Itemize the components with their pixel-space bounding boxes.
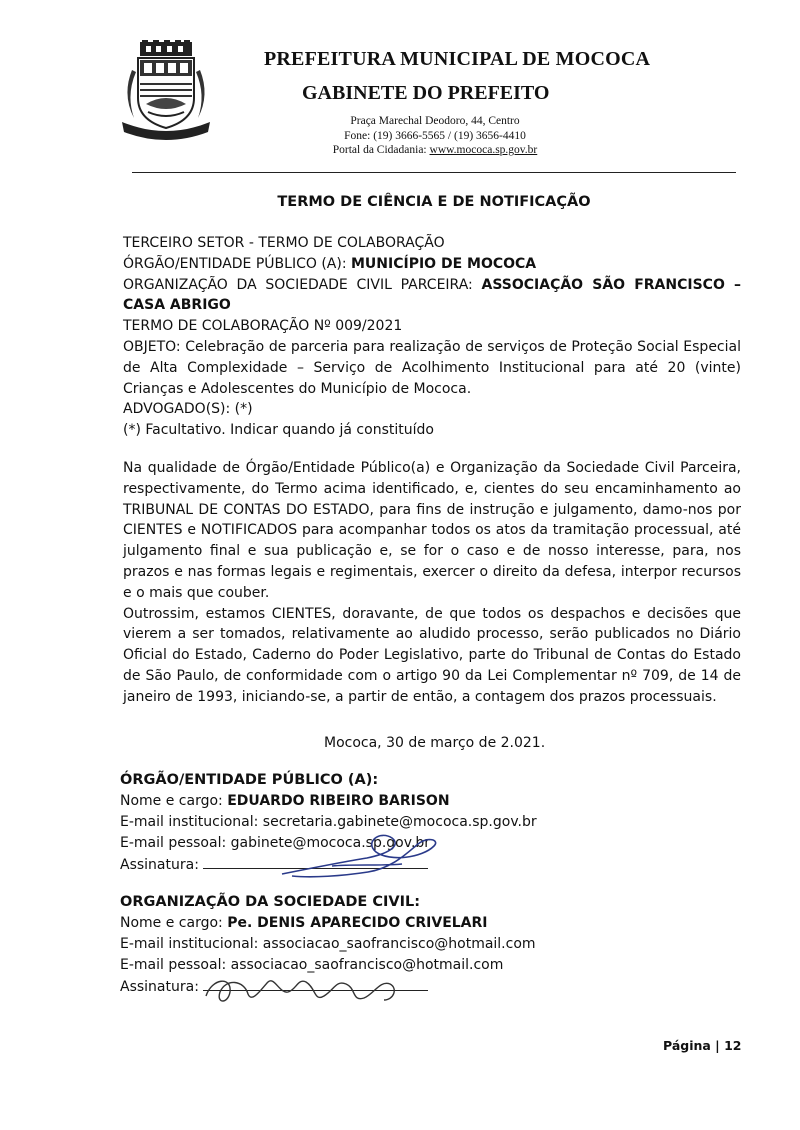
osc-label: ORGANIZAÇÃO DA SOCIEDADE CIVIL PARCEIRA:: [123, 276, 482, 293]
facultativo-note: (*) Facultativo. Indicar quando já constituído: [123, 422, 434, 439]
orgao-value: MUNICÍPIO DE MOCOCA: [351, 255, 537, 272]
header-divider: [132, 172, 736, 173]
orgao-label: ÓRGÃO/ENTIDADE PÚBLICO (A):: [123, 255, 351, 272]
signatory-public-name-line: [120, 791, 600, 812]
body-paragraph-1: Na qualidade de Órgão/Entidade Público(a) e Organização da Sociedade Civil Parceira, respectivamente, do Termo acima identificado, e, cientes do seu encaminhamento ao TRIBUNAL DE CONTAS DO ESTADO, para fins de instrução e julgamento, damo-nos por CIENTES e NOTIFICADOS para acompanhar todos os atos da tramitação processual, até julgamento final e sua publicação e, se for o caso e de nosso interesse, para, nos prazos e nas formas legais e regimentais, exercer o direito da defesa, interpor recursos e o mais que couber.: [123, 460, 741, 601]
date-line: Mococa, 30 de março de 2.021.: [324, 735, 546, 751]
header-portal: [320, 143, 550, 158]
header-address: Praça Marechal Deodoro, 44, Centro: [350, 115, 520, 127]
orgao-line: [123, 254, 741, 275]
header-title: PREFEITURA MUNICIPAL DE MOCOCA: [264, 48, 651, 70]
osc-value: ASSOCIAÇÃO SÃO FRANCISCO – CASA ABRIGO: [123, 276, 741, 314]
municipal-crest-logo: [120, 40, 212, 140]
name-label: Nome e cargo:: [120, 915, 228, 931]
portal-link[interactable]: www.mococa.sp.gov.br: [429, 144, 538, 156]
signatory-osc-email-inst: E-mail institucional: associacao_saofrancisco@hotmail.com: [120, 936, 536, 952]
sector-line: TERCEIRO SETOR - TERMO DE COLABORAÇÃO: [123, 235, 445, 251]
signatory-osc-email-personal: E-mail pessoal: associacao_saofrancisco@hotmail.com: [120, 957, 504, 973]
advogados-line: ADVOGADO(S): (*): [123, 401, 253, 418]
page-number: Página | 12: [663, 1038, 742, 1053]
header-phone: Fone: (19) 3666-5565 / (19) 3656-4410: [344, 129, 526, 142]
signature-label: Assinatura:: [120, 979, 199, 995]
document-title: TERMO DE CIÊNCIA E DE NOTIFICAÇÃO: [277, 194, 591, 210]
portal-label: Portal da Cidadania:: [332, 144, 430, 156]
handwritten-signature-1: [272, 828, 442, 888]
handwritten-signature-2: [198, 970, 408, 1010]
objeto-text: OBJETO: Celebração de parceria para realização de serviços de Proteção Social Especial de Alta Complexidade – Serviço de Acolhimento Institucional para até 20 (vinte) Crianças e Adolescentes do Município de Mococa.: [123, 338, 741, 397]
signatory-public-email-inst: E-mail institucional: secretaria.gabinete@mococa.sp.gov.br: [120, 814, 537, 830]
signatory-osc-heading: ORGANIZAÇÃO DA SOCIEDADE CIVIL:: [120, 894, 421, 910]
name-label: Nome e cargo:: [120, 793, 228, 809]
notification-body: [123, 458, 741, 708]
signatory-osc-name-line: [120, 913, 600, 934]
term-info-block: [123, 233, 741, 441]
header-contact-block: [320, 114, 550, 158]
osc-line: [123, 275, 741, 317]
signatory-public-name: EDUARDO RIBEIRO BARISON: [227, 793, 450, 809]
signatory-public-heading: ÓRGÃO/ENTIDADE PÚBLICO (A):: [120, 772, 379, 788]
signatory-public-email-personal: E-mail pessoal: gabinete@mococa.sp.gov.br: [120, 835, 431, 851]
termo-number: TERMO DE COLABORAÇÃO Nº 009/2021: [123, 318, 403, 335]
body-paragraph-2: Outrossim, estamos CIENTES, doravante, de que todos os despachos e decisões que vierem a ser tomados, relativamente ao aludido processo, serão publicados no Diário Oficial do Estado, Caderno do Poder Legislativo, parte do Tribunal de Contas do Estado de São Paulo, de conformidade com o artigo 90 da Lei Complementar nº 709, de 14 de janeiro de 1993, iniciando-se, a partir de então, a contagem dos prazos processuais.: [123, 605, 741, 705]
signature-label: Assinatura:: [120, 857, 199, 873]
header-subtitle: GABINETE DO PREFEITO: [302, 82, 550, 104]
signatory-osc-name: Pe. DENIS APARECIDO CRIVELARI: [227, 915, 488, 931]
